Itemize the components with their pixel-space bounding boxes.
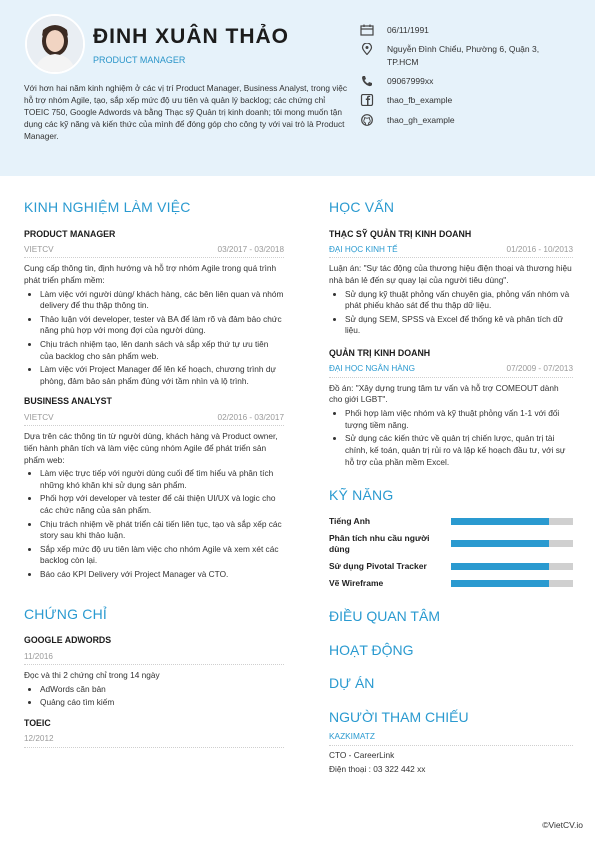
education-description: Đồ án: "Xây dựng trung tâm tư vấn và hỗ trợ COMEOUT dành cho giới LGBT".: [329, 382, 559, 405]
contact-address: [360, 43, 570, 68]
job-bullet: • Báo cáo KPI Delivery với Project Manager và CTO.: [40, 569, 284, 581]
candidate-role: PRODUCT MANAGER: [93, 55, 186, 65]
job-company: VIETCV: [24, 244, 54, 254]
certificate-bullet: • AdWords căn bản: [40, 684, 284, 696]
education-meta: [329, 363, 573, 377]
education-title: THẠC SỸ QUẢN TRỊ KINH DOANH: [329, 228, 472, 239]
candidate-name: ĐINH XUÂN THẢO: [93, 25, 289, 48]
contact-facebook-text: thao_fb_example: [387, 95, 453, 106]
reference-entry: [329, 731, 573, 775]
job-company: VIETCV: [24, 412, 54, 422]
job-period: 03/2017 - 03/2018: [217, 244, 284, 254]
skill-row: [329, 516, 573, 527]
certificate-description: Đọc và thi 2 chứng chỉ trong 14 ngày: [24, 669, 160, 680]
skill-level-fill: [451, 518, 549, 525]
education-description: Luận án: "Sự tác động của thương hiệu điện thoại và thương hiệu nhà bán lẻ đến sự quay lại của người tiêu dùng".: [329, 263, 572, 285]
contact-facebook[interactable]: [360, 94, 570, 106]
education-section-title: HỌC VẤN: [329, 199, 395, 215]
person-photo-icon: [27, 16, 83, 72]
interests-section-title: ĐIỀU QUAN TÂM: [329, 607, 440, 624]
contact-address-text: Nguyễn Đình Chiểu, Phường 6, Quận 3, TP.HCM: [387, 44, 540, 67]
job-bullet: • Làm việc với Project Manager để lên kế hoạch, chương trình dự phòng, đảm bảo sản phẩm đúng với tầm nhìn và lộ trình.: [40, 364, 284, 387]
job-title: PRODUCT MANAGER: [24, 228, 116, 239]
job-meta: [24, 412, 284, 426]
skill-row: [329, 578, 573, 589]
certificate-title: TOEIC: [24, 717, 51, 728]
certificate-entry: [24, 717, 284, 748]
certificate-bullet: • Quảng cáo tìm kiếm: [40, 697, 284, 709]
contact-github-text: thao_gh_example: [387, 114, 455, 125]
skill-row: [329, 561, 573, 572]
job-bullet: • Thảo luận với developer, tester và BA để làm rõ và đảm bảo chức năng phù hợp với mong đợi của người dùng.: [40, 314, 284, 337]
left-column: [24, 198, 284, 753]
certificate-date: 11/2016: [24, 651, 53, 661]
contact-phone: [360, 75, 570, 87]
education-entry: [329, 228, 573, 337]
right-column: [329, 198, 573, 777]
education-bullet: • Sử dụng SEM, SPSS và Excel để thống kê và phân tích dữ liệu.: [345, 314, 573, 337]
job-bullet: • Phối hợp với developer và tester để cải thiện UI/UX và logic cho các chức năng của sản phẩm.: [40, 493, 284, 516]
job-description: Cung cấp thông tin, định hướng và hỗ trợ nhóm Agile trong quá trình phát triển phẩm mềm:: [24, 263, 277, 285]
education-period: 01/2016 - 10/2013: [506, 244, 573, 254]
skill-row: [329, 533, 573, 555]
certificate-title: GOOGLE ADWORDS: [24, 635, 112, 646]
contact-birthday: [360, 24, 570, 36]
skill-level-bar: [451, 540, 573, 547]
job-bullet: • Làm việc trực tiếp với người dùng cuối để tìm hiểu và phân tích những khó khăn khi sử dụng sản phẩm.: [40, 468, 284, 491]
certificate-date: 12/2012: [24, 734, 54, 744]
avatar: [25, 14, 85, 74]
education-bullet: • Phối hợp làm việc nhóm và kỹ thuật phỏng vấn 1-1 với đối tượng tiềm năng.: [345, 408, 573, 431]
github-icon: [360, 114, 374, 126]
job-title: BUSINESS ANALYST: [24, 396, 112, 407]
job-bullet: • Chịu trách nhiệm về phát triển cải tiến liên tục, tạo và sắp xếp các story sau khi thảo luận.: [40, 519, 284, 542]
education-school: ĐẠI HỌC NGÂN HÀNG: [329, 364, 415, 374]
certificate-bullet-list: [24, 684, 284, 709]
skill-level-fill: [451, 580, 549, 587]
education-school: ĐẠI HỌC KINH TẾ: [329, 244, 398, 254]
certificate-meta: [24, 651, 284, 665]
job-entry: [24, 395, 284, 580]
education-bullet: • Sử dụng các kiến thức về quản trị chiến lược, quản trị tài chính, kế toán, quản trị rủi ro và lập kế hoạch đầu tư, với sự hỗ trợ của phần mềm Excel.: [345, 433, 573, 468]
job-bullet: • Sắp xếp mức độ ưu tiên làm việc cho nhóm Agile và xem xét các backlog còn lại.: [40, 544, 284, 567]
projects-section-title: DỰ ÁN: [329, 675, 375, 692]
skill-name: Vẽ Wireframe: [329, 577, 384, 588]
summary-text: Với hơn hai năm kinh nghiệm ở các vị trí Product Manager, Business Analyst, trong việc hỗ trợ nhóm Agile, tạo, sắp xếp mức độ ưu tiên và quản lý backlog; các chứng chỉ TOEIC 750, Google Adwords và bằng Thạc sỹ Quản trị kinh doanh; tôi mong muốn tận dụng các kỹ năng và kiến thức của mình để đóng góp cho công ty với vai trò là Product Manager.: [24, 83, 347, 142]
skill-level-bar: [451, 563, 573, 570]
activities-section-title: HOẠT ĐỘNG: [329, 641, 414, 658]
contact-github[interactable]: [360, 114, 570, 126]
contact-list: [360, 24, 570, 133]
job-meta: [24, 244, 284, 258]
contact-phone-text: 09067999xx: [387, 75, 434, 86]
phone-icon: [360, 75, 374, 87]
skills-section-title: KỸ NĂNG: [329, 487, 394, 504]
job-bullet: • Chịu trách nhiệm tạo, lên danh sách và sắp xếp thứ tự ưu tiên của backlog cho sản phẩm web.: [40, 339, 284, 362]
skill-name: Tiếng Anh: [329, 515, 371, 526]
skill-level-fill: [451, 540, 549, 547]
experience-section-title: KINH NGHIỆM LÀM VIỆC: [24, 199, 191, 215]
job-entry: [24, 228, 284, 388]
education-bullet: • Sử dụng kỹ thuật phỏng vấn chuyên gia, phỏng vấn nhóm và phát phiếu khảo sát để thu thập dữ liệu.: [345, 289, 573, 312]
skills-list: [329, 516, 573, 589]
education-period: 07/2009 - 07/2013: [506, 364, 573, 374]
contact-birthday-text: 06/11/1991: [387, 25, 429, 35]
certificate-entry: [24, 634, 284, 709]
job-bullet-list: [24, 468, 284, 580]
job-description: Dựa trên các thông tin từ người dùng, khách hàng và Product owner, tiến hành phân tích và làm việc cùng nhóm Agile để phát triển sản phẩm web:: [24, 431, 278, 465]
job-period: 02/2016 - 03/2017: [217, 412, 284, 422]
reference-company: KAZKIMATZ: [329, 731, 573, 746]
footer-credit: ©VietCV.io: [542, 820, 583, 831]
skill-level-bar: [451, 518, 573, 525]
references-section-title: NGƯỜI THAM CHIẾU: [329, 708, 469, 725]
education-title: QUẢN TRỊ KINH DOANH: [329, 348, 431, 359]
skill-name: Sử dụng Pivotal Tracker: [329, 560, 427, 571]
skill-level-bar: [451, 580, 573, 587]
reference-position: CTO - CareerLink: [329, 749, 395, 760]
education-bullet-list: [329, 408, 573, 468]
skill-level-fill: [451, 563, 549, 570]
facebook-icon: [360, 94, 374, 106]
cv-header: [0, 0, 595, 176]
map-pin-icon: [360, 43, 374, 55]
certificates-section-title: CHỨNG CHỈ: [24, 605, 107, 622]
skill-name: Phân tích nhu cầu người dùng: [329, 532, 430, 554]
calendar-icon: [360, 24, 374, 36]
reference-phone: Điện thoại : 03 322 442 xx: [329, 763, 426, 774]
job-bullet: • Làm việc với người dùng/ khách hàng, các bên liên quan và nhóm delivery để thu thập thông tin.: [40, 289, 284, 312]
job-bullet-list: [24, 289, 284, 388]
education-bullet-list: [329, 289, 573, 337]
education-meta: [329, 244, 573, 258]
education-entry: [329, 347, 573, 468]
certificate-meta: [24, 733, 284, 747]
